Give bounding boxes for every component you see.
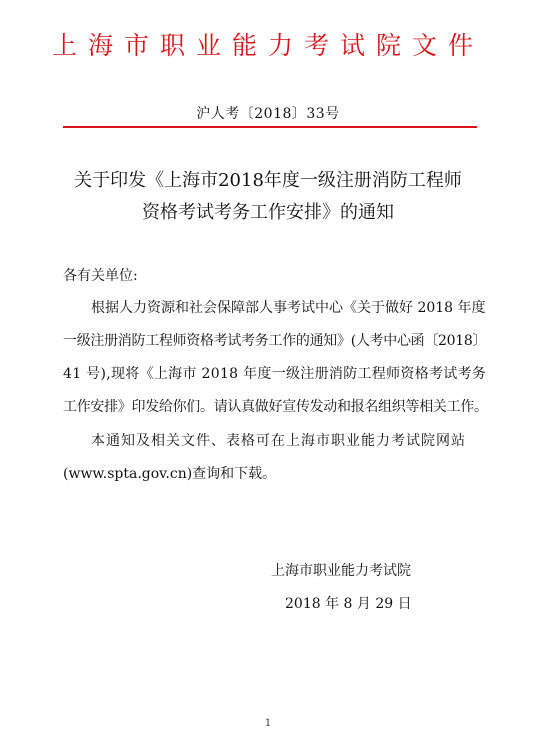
page-number: 1 xyxy=(264,718,272,729)
paragraph-1-line-3: 41 号),现将《上海市 2018 年度一级注册消防工程师资格考试考务 xyxy=(63,366,487,382)
salutation: 各有关单位: xyxy=(63,268,138,284)
issuer-signature: 上海市职业能力考试院 xyxy=(271,563,411,579)
issue-date: 2018 年 8 月 29 日 xyxy=(285,596,412,612)
document-number: 沪人考〔2018〕33号 xyxy=(196,106,340,122)
header-divider xyxy=(63,126,477,128)
paragraph-1-line-2: 一级注册消防工程师资格考试考务工作的通知》(人考中心函〔2018〕 xyxy=(63,333,487,349)
paragraph-2-line-2: (www.spta.gov.cn)查询和下载。 xyxy=(63,466,277,482)
document-header-title: 上海市职业能力考试院文件 xyxy=(51,31,484,60)
notice-title-line-1: 关于印发《上海市2018年度一级注册消防工程师 xyxy=(74,170,462,191)
paragraph-2-line-1: 本通知及相关文件、表格可在上海市职业能力考试院网站 xyxy=(91,433,466,449)
notice-title-line-2: 资格考试考务工作安排》的通知 xyxy=(142,202,394,223)
paragraph-1-line-4: 工作安排》印发给你们。请认真做好宣传发动和报名组织等相关工作。 xyxy=(63,399,488,415)
paragraph-1-line-1: 根据人力资源和社会保障部人事考试中心《关于做好 2018 年度 xyxy=(91,300,486,316)
